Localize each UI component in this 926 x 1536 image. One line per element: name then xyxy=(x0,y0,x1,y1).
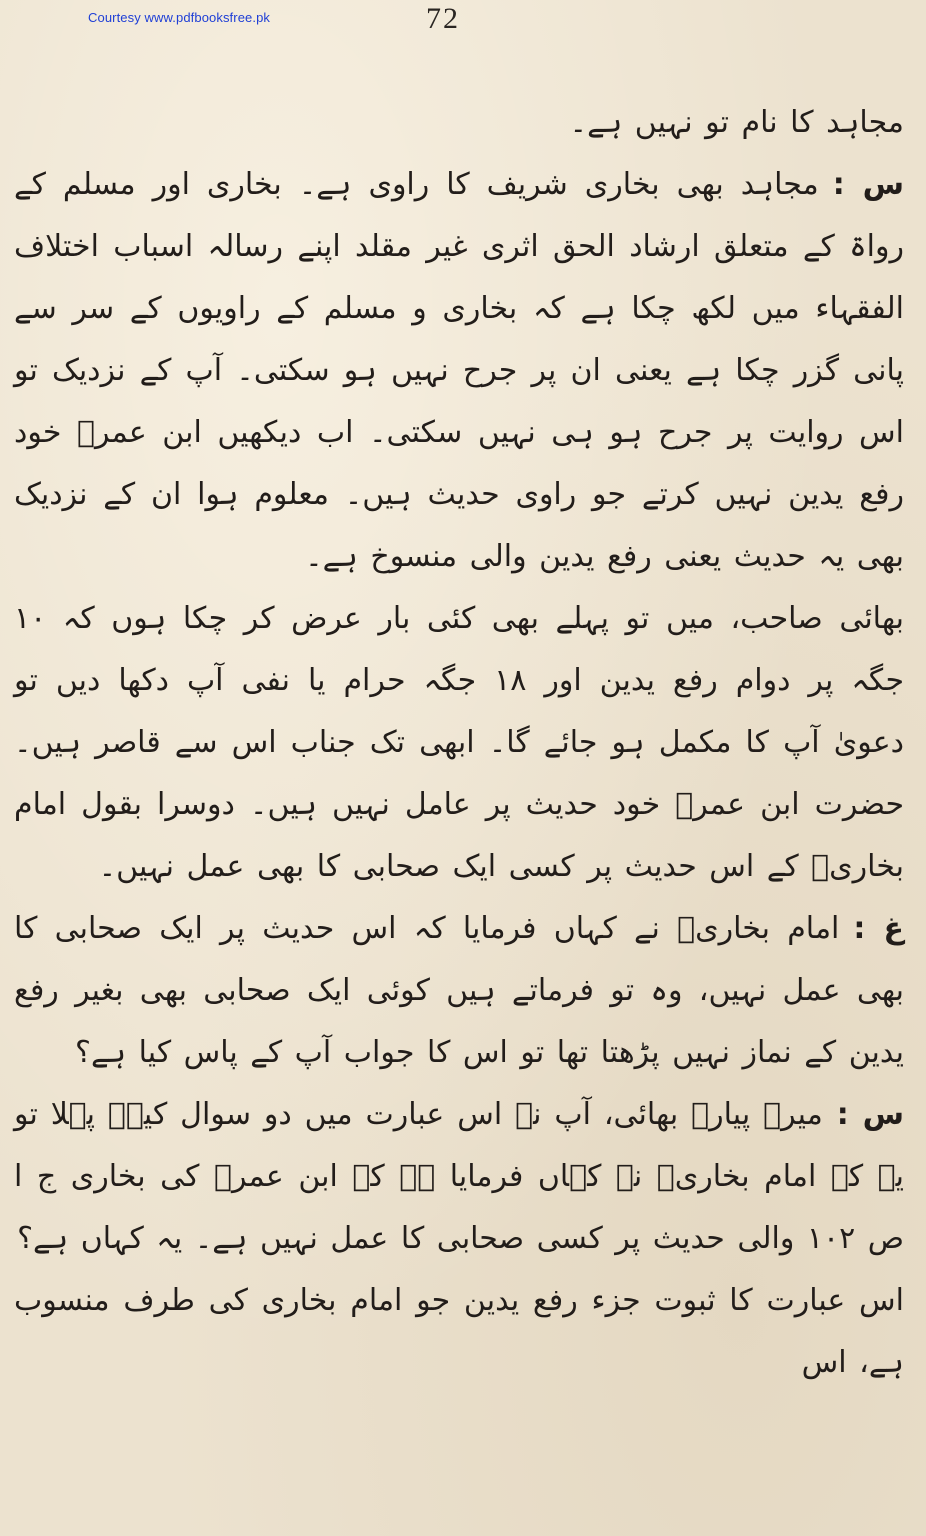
page-number: 72 xyxy=(426,2,460,35)
paragraph-2 xyxy=(14,154,904,588)
paragraph-4-text: امام بخاریؒ نے کہاں فرمایا کہ اس حدیث پر ایک صحابی کا بھی عمل نہیں، وہ تو فرماتے ہیں کوئی ایک صحابی بھی بغیر رفع یدین کے نماز نہیں پڑھتا تھا تو اس کا جواب آپ کے پاس کیا ہے؟ xyxy=(14,911,904,1070)
paragraph-4 xyxy=(14,898,904,1084)
paragraph-6 xyxy=(14,1270,904,1394)
speaker-label: س : xyxy=(832,167,904,202)
paragraph-1 xyxy=(14,92,904,154)
paragraph-2-text: مجاہد بھی بخاری شریف کا راوی ہے۔ بخاری اور مسلم کے رواۃ کے متعلق ارشاد الحق اثری غیر مقلد اپنے رسالہ اسباب اختلاف الفقہاء میں لکھ چکا ہے کہ بخاری و مسلم کے راویوں کے سر سے پانی گزر چکا ہے یعنی ان پر جرح نہیں ہو سکتی۔ آپ کے نزدیک تو اس روایت پر جرح ہو ہی نہیں سکتی۔ اب دیکھیں ابن عمرؓ خود رفع یدین نہیں کرتے جو راوی حدیث ہیں۔ معلوم ہوا ان کے نزدیک بھی یہ حدیث یعنی رفع یدین والی منسوخ ہے۔ xyxy=(14,167,904,574)
speaker-label: س : xyxy=(836,1097,904,1132)
paragraph-3 xyxy=(14,588,904,898)
speaker-label: غ : xyxy=(853,911,904,946)
paragraph-1-text: مجاہد کا نام تو نہیں ہے۔ xyxy=(569,105,904,140)
paragraph-5 xyxy=(14,1084,904,1270)
courtesy-watermark: Courtesy www.pdfbooksfree.pk xyxy=(88,10,270,25)
paragraph-3-text: بھائی صاحب، میں تو پہلے بھی کئی بار عرض کر چکا ہوں کہ ۱۰ جگہ پر دوام رفع یدین اور ۱۸ جگہ حرام یا نفی آپ دکھا دیں تو دعویٰ آپ کا مکمل ہو جائے گا۔ ابھی تک جناب اس سے قاصر ہیں۔ حضرت ابن عمرؓ خود حدیث پر عامل نہیں ہیں۔ دوسرا بقول امام بخاریؒ کے اس حدیث پر کسی ایک صحابی کا بھی عمل نہیں۔ xyxy=(14,601,905,884)
paragraph-6-text: اس عبارت کا ثبوت جزء رفع یدین جو امام بخاری کی طرف منسوب ہے، اس xyxy=(14,1283,904,1380)
urdu-body-text xyxy=(14,92,904,1394)
paragraph-5-text: میرے پیارے بھائی، آپ نے اس عبارت میں دو سوال کیے۔ پہلا تو یہ کہ امام بخاریؒ نے کہاں فرمایا ہے کہ ابن عمرؓ کی بخاری ج ا ص ۱۰۲ والی حدیث پر کسی صحابی کا عمل نہیں ہے۔ یہ کہاں ہے؟ xyxy=(14,1097,904,1256)
